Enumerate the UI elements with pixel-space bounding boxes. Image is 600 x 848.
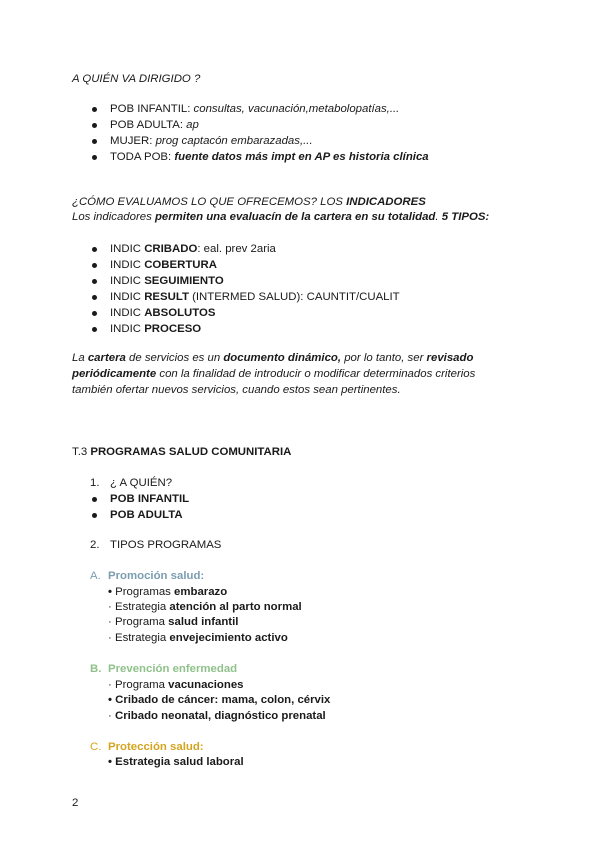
group-line: · Estrategia envejecimiento activo bbox=[108, 632, 288, 644]
list-item: INDIC COBERTURA bbox=[110, 259, 217, 271]
list-item: TODA POB: fuente datos más impt en AP es historia clínica bbox=[110, 151, 429, 163]
paragraph-line: La cartera de servicios es un documento dinámico, por lo tanto, ser revisado bbox=[72, 352, 474, 364]
group-line: • Programas embarazo bbox=[108, 586, 228, 598]
list-item: INDIC PROCESO bbox=[110, 323, 202, 335]
list-number: 1. bbox=[90, 477, 100, 489]
list-item: INDIC RESULT (INTERMED SALUD): CAUNTIT/CUALIT bbox=[110, 291, 400, 303]
bullet-icon bbox=[92, 513, 97, 518]
bullet-icon bbox=[92, 123, 97, 128]
bullet-icon bbox=[92, 107, 97, 112]
bullet-icon bbox=[92, 279, 97, 284]
indicators-intro: Los indicadores permiten una evaluacín de la cartera en su totalidad. 5 TIPOS: bbox=[72, 211, 490, 223]
bullet-icon bbox=[92, 263, 97, 268]
bullet-icon bbox=[92, 311, 97, 316]
group-letter: A. bbox=[90, 570, 101, 582]
bullet-icon bbox=[92, 139, 97, 144]
list-item: INDIC CRIBADO: eal. prev 2aria bbox=[110, 243, 276, 255]
paragraph-line: también ofertar nuevos servicios, cuando estos sean pertinentes. bbox=[72, 384, 401, 396]
group-line: · Programa salud infantil bbox=[108, 616, 239, 628]
group-line: · Programa vacunaciones bbox=[108, 679, 244, 691]
list-item: POB ADULTA: ap bbox=[110, 119, 199, 131]
numbered-item: TIPOS PROGRAMAS bbox=[110, 539, 222, 551]
group-letter: C. bbox=[90, 741, 102, 753]
list-item: POB INFANTIL: consultas, vacunación,metabolopatías,... bbox=[110, 103, 400, 115]
list-item: POB INFANTIL bbox=[110, 493, 190, 505]
numbered-item: ¿ A QUIÉN? bbox=[110, 477, 173, 489]
group-title-protection: Protección salud: bbox=[108, 741, 204, 753]
bullet-icon bbox=[92, 247, 97, 252]
list-item: MUJER: prog captacón embarazadas,... bbox=[110, 135, 313, 147]
bullet-icon bbox=[92, 497, 97, 502]
group-letter: B. bbox=[90, 663, 102, 675]
list-number: 2. bbox=[90, 539, 100, 551]
list-item: INDIC ABSOLUTOS bbox=[110, 307, 216, 319]
group-line: · Cribado neonatal, diagnóstico prenatal bbox=[108, 710, 326, 722]
section-heading-audience: A QUIÉN VA DIRIGIDO ? bbox=[72, 73, 201, 85]
bullet-icon bbox=[92, 327, 97, 332]
group-title-promotion: Promoción salud: bbox=[108, 570, 205, 582]
group-line: • Cribado de cáncer: mama, colon, cérvix bbox=[108, 694, 331, 706]
group-line: · Estrategia atención al parto normal bbox=[108, 601, 302, 613]
page-number: 2 bbox=[72, 797, 79, 809]
paragraph-line: periódicamente con la finalidad de introducir o modificar determinados criterios bbox=[72, 368, 476, 380]
section-heading-indicators: ¿CÓMO EVALUAMOS LO QUE OFRECEMOS? LOS INDICADORES bbox=[72, 196, 426, 208]
list-item: INDIC SEGUIMIENTO bbox=[110, 275, 224, 287]
bullet-icon bbox=[92, 295, 97, 300]
section-title-t3: T.3 PROGRAMAS SALUD COMUNITARIA bbox=[72, 446, 292, 458]
group-title-prevention: Prevención enfermedad bbox=[108, 663, 238, 675]
bullet-icon bbox=[92, 155, 97, 160]
list-item: POB ADULTA bbox=[110, 509, 183, 521]
group-line: • Estrategia salud laboral bbox=[108, 756, 244, 768]
